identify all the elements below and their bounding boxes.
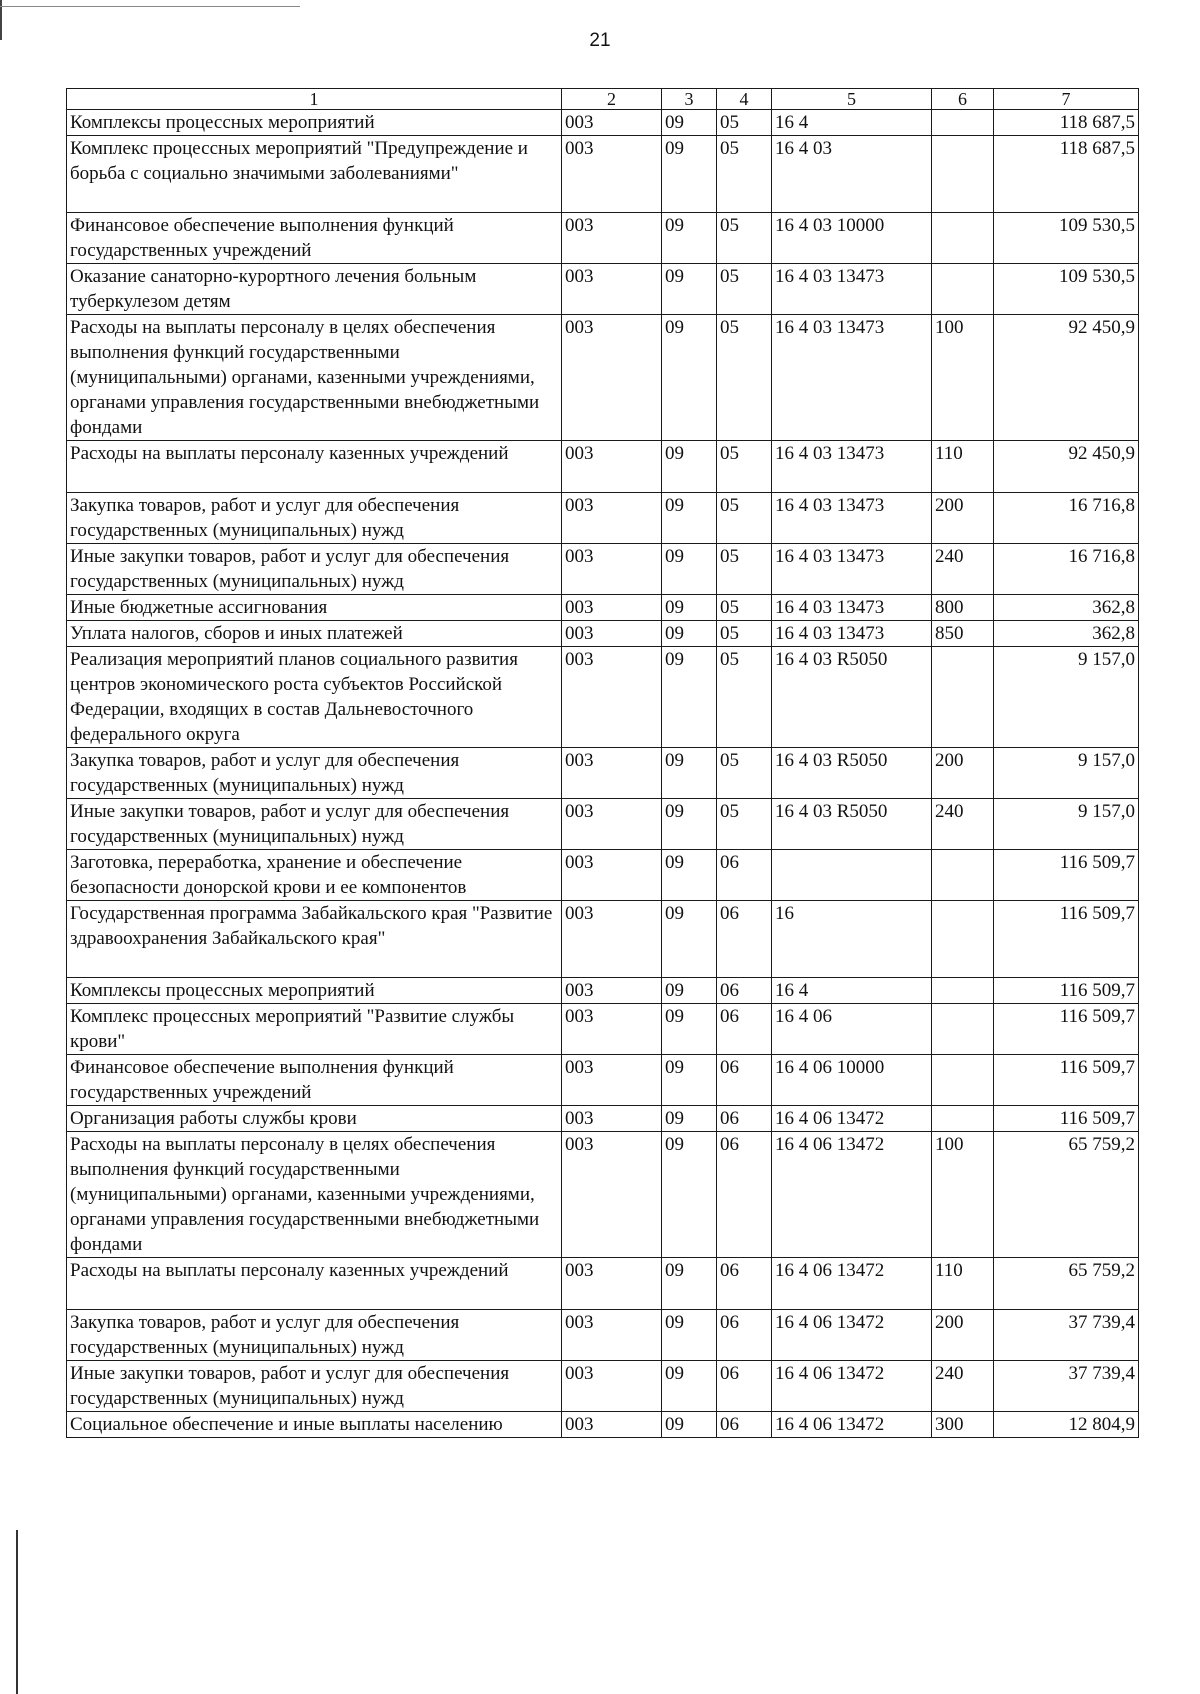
row-amount: 116 509,7 — [994, 1055, 1139, 1106]
row-section: 09 — [662, 647, 717, 748]
table-row — [67, 621, 1139, 647]
row-expense-type: 200 — [932, 1310, 994, 1361]
row-expense-type — [932, 213, 994, 264]
row-section: 09 — [662, 544, 717, 595]
row-subsection: 05 — [717, 136, 772, 213]
table-row — [67, 213, 1139, 264]
row-description: Комплекс процессных мероприятий "Развитие службы крови" — [67, 1004, 562, 1055]
row-target-article: 16 4 — [772, 110, 932, 136]
budget-table — [66, 88, 1139, 1438]
table-row — [67, 1412, 1139, 1438]
table-row — [67, 264, 1139, 315]
row-description: Государственная программа Забайкальского края "Развитие здравоохранения Забайкальского края" — [67, 901, 562, 978]
row-subsection: 05 — [717, 595, 772, 621]
row-description: Закупка товаров, работ и услуг для обеспечения государственных (муниципальных) нужд — [67, 748, 562, 799]
row-subsection: 05 — [717, 799, 772, 850]
table-row — [67, 1258, 1139, 1310]
table-row — [67, 1132, 1139, 1258]
row-target-article: 16 — [772, 901, 932, 978]
row-description: Заготовка, переработка, хранение и обеспечение безопасности донорской крови и ее компонентов — [67, 850, 562, 901]
row-target-article — [772, 850, 932, 901]
table-row — [67, 441, 1139, 493]
row-subsection: 05 — [717, 264, 772, 315]
row-amount: 12 804,9 — [994, 1412, 1139, 1438]
row-ministry-code: 003 — [562, 1361, 662, 1412]
row-subsection: 05 — [717, 647, 772, 748]
page-number: 21 — [589, 30, 611, 51]
header-col-5: 5 — [772, 89, 932, 110]
row-subsection: 06 — [717, 1258, 772, 1310]
row-target-article: 16 4 03 R5050 — [772, 647, 932, 748]
table-row — [67, 1106, 1139, 1132]
row-ministry-code: 003 — [562, 1258, 662, 1310]
row-expense-type: 240 — [932, 544, 994, 595]
row-description: Расходы на выплаты персоналу казенных учреждений — [67, 441, 562, 493]
row-section: 09 — [662, 1132, 717, 1258]
row-ministry-code: 003 — [562, 901, 662, 978]
row-target-article: 16 4 06 13472 — [772, 1106, 932, 1132]
row-amount: 116 509,7 — [994, 1004, 1139, 1055]
row-description: Реализация мероприятий планов социального развития центров экономического роста субъектов Российской Федерации, входящих в состав Дальневосточного федерального округа — [67, 647, 562, 748]
row-amount: 118 687,5 — [994, 110, 1139, 136]
row-amount: 109 530,5 — [994, 213, 1139, 264]
row-target-article: 16 4 03 13473 — [772, 493, 932, 544]
row-expense-type: 800 — [932, 595, 994, 621]
table-row — [67, 1055, 1139, 1106]
row-description: Уплата налогов, сборов и иных платежей — [67, 621, 562, 647]
row-amount: 9 157,0 — [994, 799, 1139, 850]
row-section: 09 — [662, 493, 717, 544]
row-expense-type — [932, 110, 994, 136]
row-section: 09 — [662, 441, 717, 493]
row-section: 09 — [662, 136, 717, 213]
row-expense-type: 100 — [932, 1132, 994, 1258]
row-section: 09 — [662, 799, 717, 850]
scan-artifact-top — [0, 6, 300, 7]
row-subsection: 05 — [717, 621, 772, 647]
row-amount: 116 509,7 — [994, 901, 1139, 978]
table-row — [67, 647, 1139, 748]
header-col-7: 7 — [994, 89, 1139, 110]
row-description: Иные закупки товаров, работ и услуг для обеспечения государственных (муниципальных) нужд — [67, 799, 562, 850]
row-target-article: 16 4 03 R5050 — [772, 748, 932, 799]
row-ministry-code: 003 — [562, 1310, 662, 1361]
table-row — [67, 1004, 1139, 1055]
row-expense-type — [932, 850, 994, 901]
row-expense-type — [932, 978, 994, 1004]
row-target-article: 16 4 03 13473 — [772, 441, 932, 493]
row-expense-type: 200 — [932, 748, 994, 799]
row-expense-type: 110 — [932, 441, 994, 493]
row-subsection: 05 — [717, 213, 772, 264]
header-col-3: 3 — [662, 89, 717, 110]
row-section: 09 — [662, 978, 717, 1004]
row-description: Оказание санаторно-курортного лечения больным туберкулезом детям — [67, 264, 562, 315]
table-body — [67, 110, 1139, 1438]
row-subsection: 05 — [717, 441, 772, 493]
row-amount: 92 450,9 — [994, 315, 1139, 441]
row-target-article: 16 4 03 13473 — [772, 264, 932, 315]
table-row — [67, 315, 1139, 441]
row-section: 09 — [662, 110, 717, 136]
header-col-6: 6 — [932, 89, 994, 110]
row-amount: 109 530,5 — [994, 264, 1139, 315]
table-row — [67, 1361, 1139, 1412]
row-target-article: 16 4 06 — [772, 1004, 932, 1055]
row-subsection: 06 — [717, 1310, 772, 1361]
row-subsection: 05 — [717, 110, 772, 136]
row-section: 09 — [662, 748, 717, 799]
row-amount: 116 509,7 — [994, 1106, 1139, 1132]
row-subsection: 06 — [717, 901, 772, 978]
row-subsection: 05 — [717, 748, 772, 799]
row-ministry-code: 003 — [562, 647, 662, 748]
row-ministry-code: 003 — [562, 621, 662, 647]
row-amount: 37 739,4 — [994, 1361, 1139, 1412]
row-subsection: 05 — [717, 315, 772, 441]
row-ministry-code: 003 — [562, 315, 662, 441]
row-ministry-code: 003 — [562, 595, 662, 621]
table-row — [67, 850, 1139, 901]
row-ministry-code: 003 — [562, 850, 662, 901]
row-section: 09 — [662, 850, 717, 901]
row-expense-type — [932, 1055, 994, 1106]
row-target-article: 16 4 03 — [772, 136, 932, 213]
row-target-article: 16 4 03 10000 — [772, 213, 932, 264]
row-ministry-code: 003 — [562, 1004, 662, 1055]
row-target-article: 16 4 06 13472 — [772, 1258, 932, 1310]
row-description: Иные закупки товаров, работ и услуг для обеспечения государственных (муниципальных) нужд — [67, 1361, 562, 1412]
row-description: Иные закупки товаров, работ и услуг для обеспечения государственных (муниципальных) нужд — [67, 544, 562, 595]
table-row — [67, 493, 1139, 544]
row-amount: 118 687,5 — [994, 136, 1139, 213]
row-subsection: 05 — [717, 544, 772, 595]
row-ministry-code: 003 — [562, 1132, 662, 1258]
row-expense-type — [932, 264, 994, 315]
row-description: Расходы на выплаты персоналу в целях обеспечения выполнения функций государственными (муниципальными) органами, казенными учреждениями, органами управления государственными внебюджетными фондами — [67, 1132, 562, 1258]
row-description: Комплексы процессных мероприятий — [67, 978, 562, 1004]
row-section: 09 — [662, 595, 717, 621]
row-ministry-code: 003 — [562, 1055, 662, 1106]
row-subsection: 06 — [717, 1106, 772, 1132]
table-row — [67, 901, 1139, 978]
row-target-article: 16 4 06 13472 — [772, 1412, 932, 1438]
table-row — [67, 1310, 1139, 1361]
row-section: 09 — [662, 621, 717, 647]
row-target-article: 16 4 03 13473 — [772, 621, 932, 647]
row-section: 09 — [662, 264, 717, 315]
row-section: 09 — [662, 1361, 717, 1412]
row-ministry-code: 003 — [562, 441, 662, 493]
row-amount: 16 716,8 — [994, 493, 1139, 544]
row-expense-type: 200 — [932, 493, 994, 544]
row-amount: 116 509,7 — [994, 978, 1139, 1004]
row-section: 09 — [662, 901, 717, 978]
row-expense-type: 110 — [932, 1258, 994, 1310]
row-section: 09 — [662, 1412, 717, 1438]
row-section: 09 — [662, 315, 717, 441]
row-expense-type — [932, 1106, 994, 1132]
row-amount: 362,8 — [994, 621, 1139, 647]
table-row — [67, 110, 1139, 136]
row-subsection: 06 — [717, 1361, 772, 1412]
row-amount: 9 157,0 — [994, 647, 1139, 748]
header-col-2: 2 — [562, 89, 662, 110]
row-expense-type — [932, 901, 994, 978]
row-amount: 9 157,0 — [994, 748, 1139, 799]
row-ministry-code: 003 — [562, 213, 662, 264]
table-header — [67, 89, 1139, 110]
row-section: 09 — [662, 213, 717, 264]
row-amount: 65 759,2 — [994, 1258, 1139, 1310]
row-ministry-code: 003 — [562, 264, 662, 315]
row-section: 09 — [662, 1258, 717, 1310]
row-section: 09 — [662, 1310, 717, 1361]
table-row — [67, 136, 1139, 213]
row-description: Закупка товаров, работ и услуг для обеспечения государственных (муниципальных) нужд — [67, 1310, 562, 1361]
row-ministry-code: 003 — [562, 799, 662, 850]
header-col-4: 4 — [717, 89, 772, 110]
table-row — [67, 544, 1139, 595]
row-subsection: 06 — [717, 850, 772, 901]
row-expense-type: 850 — [932, 621, 994, 647]
row-ministry-code: 003 — [562, 1412, 662, 1438]
row-description: Финансовое обеспечение выполнения функций государственных учреждений — [67, 213, 562, 264]
row-amount: 116 509,7 — [994, 850, 1139, 901]
row-description: Расходы на выплаты персоналу в целях обеспечения выполнения функций государственными (муниципальными) органами, казенными учреждениями, органами управления государственными внебюджетными фондами — [67, 315, 562, 441]
row-target-article: 16 4 03 13473 — [772, 544, 932, 595]
row-description: Социальное обеспечение и иные выплаты населению — [67, 1412, 562, 1438]
row-target-article: 16 4 03 13473 — [772, 315, 932, 441]
row-expense-type — [932, 647, 994, 748]
row-amount: 16 716,8 — [994, 544, 1139, 595]
row-section: 09 — [662, 1004, 717, 1055]
row-description: Комплекс процессных мероприятий "Предупреждение и борьба с социально значимыми заболеваниями" — [67, 136, 562, 213]
row-section: 09 — [662, 1055, 717, 1106]
row-subsection: 06 — [717, 1412, 772, 1438]
row-ministry-code: 003 — [562, 978, 662, 1004]
row-target-article: 16 4 06 13472 — [772, 1310, 932, 1361]
row-description: Расходы на выплаты персоналу казенных учреждений — [67, 1258, 562, 1310]
row-target-article: 16 4 03 R5050 — [772, 799, 932, 850]
table-row — [67, 799, 1139, 850]
row-description: Финансовое обеспечение выполнения функций государственных учреждений — [67, 1055, 562, 1106]
row-description: Организация работы службы крови — [67, 1106, 562, 1132]
row-expense-type — [932, 136, 994, 213]
row-amount: 37 739,4 — [994, 1310, 1139, 1361]
row-section: 09 — [662, 1106, 717, 1132]
row-ministry-code: 003 — [562, 136, 662, 213]
row-target-article: 16 4 06 13472 — [772, 1132, 932, 1258]
row-expense-type: 100 — [932, 315, 994, 441]
row-amount: 92 450,9 — [994, 441, 1139, 493]
row-description: Иные бюджетные ассигнования — [67, 595, 562, 621]
row-description: Комплексы процессных мероприятий — [67, 110, 562, 136]
row-subsection: 06 — [717, 978, 772, 1004]
row-ministry-code: 003 — [562, 493, 662, 544]
row-amount: 65 759,2 — [994, 1132, 1139, 1258]
scan-artifact-bottom-left — [16, 1530, 18, 1694]
row-amount: 362,8 — [994, 595, 1139, 621]
row-ministry-code: 003 — [562, 110, 662, 136]
table-row — [67, 978, 1139, 1004]
row-subsection: 06 — [717, 1132, 772, 1258]
row-expense-type: 300 — [932, 1412, 994, 1438]
row-subsection: 06 — [717, 1004, 772, 1055]
row-expense-type — [932, 1004, 994, 1055]
row-expense-type: 240 — [932, 1361, 994, 1412]
row-subsection: 06 — [717, 1055, 772, 1106]
row-target-article: 16 4 — [772, 978, 932, 1004]
row-target-article: 16 4 06 10000 — [772, 1055, 932, 1106]
row-description: Закупка товаров, работ и услуг для обеспечения государственных (муниципальных) нужд — [67, 493, 562, 544]
header-row — [67, 89, 1139, 110]
row-target-article: 16 4 06 13472 — [772, 1361, 932, 1412]
table-row — [67, 748, 1139, 799]
row-ministry-code: 003 — [562, 1106, 662, 1132]
row-expense-type: 240 — [932, 799, 994, 850]
row-ministry-code: 003 — [562, 544, 662, 595]
row-target-article: 16 4 03 13473 — [772, 595, 932, 621]
row-subsection: 05 — [717, 493, 772, 544]
row-ministry-code: 003 — [562, 748, 662, 799]
header-col-1: 1 — [67, 89, 562, 110]
table-row — [67, 595, 1139, 621]
